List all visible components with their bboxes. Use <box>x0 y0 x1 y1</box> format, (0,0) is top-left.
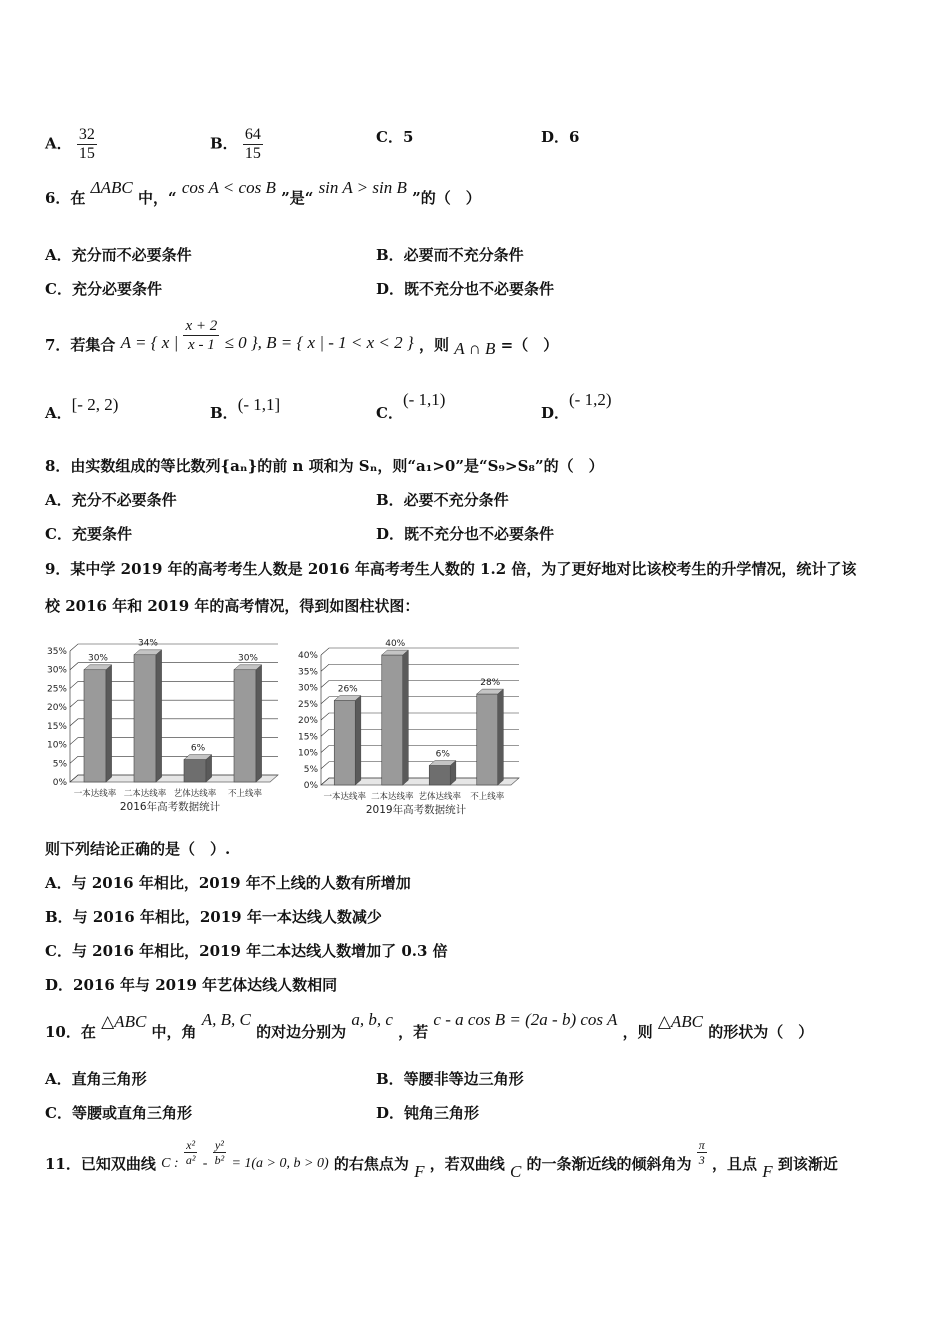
q8-option-b[interactable]: B．必要不充分条件 <box>376 491 509 509</box>
q11-x-fraction: $\frac{\text{x²}}{\text{a²}}$ <box>185 1138 196 1167</box>
y-tick-label: 20% <box>46 703 67 714</box>
q8-stem: 8．由实数组成的等比数列{aₙ}的前 n 项和为 Sₙ，则“a₁>0”是“S₉>S₈”的（ ） <box>45 457 604 475</box>
q7-option-b[interactable]: B．(- 1,1] <box>210 395 281 422</box>
gridline <box>70 644 278 651</box>
bar <box>429 766 450 786</box>
q11-pi-fraction: $\frac{\pi}{3}$ <box>698 1138 705 1167</box>
x-tick-label: 艺体达线率 <box>418 792 462 802</box>
bar <box>234 670 256 782</box>
bar-side <box>106 665 112 782</box>
x-tick-label: 二本达线率 <box>123 789 167 799</box>
q6-stem: 6．在 ΔABC 中，“ cos A < cos B ”是“ sin A > sin B ”的（ ） <box>45 178 481 207</box>
q8-option-c[interactable]: C．充要条件 <box>45 525 132 543</box>
data-label: 34% <box>137 638 159 649</box>
x-tick-label: 不上线率 <box>227 789 263 799</box>
q9-question: 则下列结论正确的是（ ）. <box>45 840 231 858</box>
q7-option-d[interactable]: D．(- 1,2) <box>541 390 612 422</box>
y-tick-label: 5% <box>303 764 318 775</box>
q5-option-c[interactable]: C．5 <box>376 128 414 146</box>
q5-option-b-fraction: $\frac{64}{15}$ <box>244 126 261 162</box>
q6-option-c[interactable]: C．充分必要条件 <box>45 280 162 298</box>
data-label: 6% <box>435 749 450 760</box>
q9-option-c[interactable]: C．与 2016 年相比，2019 年二本达线人数增加了 0.3 倍 <box>45 942 448 960</box>
q6-option-d[interactable]: D．既不充分也不必要条件 <box>376 280 555 298</box>
y-tick-label: 0% <box>303 781 318 791</box>
gridline <box>321 648 519 655</box>
bar-side <box>355 696 361 785</box>
q9-option-b[interactable]: B．与 2016 年相比，2019 年一本达线人数减少 <box>45 908 382 926</box>
y-tick-label: 35% <box>46 647 67 657</box>
q10-option-c[interactable]: C．等腰或直角三角形 <box>45 1104 192 1122</box>
q11-stem: 11．已知双曲线 C : $\frac{\text{x²}}{\text{a²}}$ - $\frac{\text{y²}}{\text{b²}}$ = 1(a > 0, b > 0) 的右焦点为 F ，若双曲线 C 的一条渐近线的倾斜角为 $\frac{\pi}{3}$ ，且点 F 到该渐近 <box>45 1138 838 1181</box>
q5-option-d[interactable]: D．6 <box>541 128 580 146</box>
y-tick-label: 10% <box>46 740 67 751</box>
gridline <box>321 664 519 671</box>
data-label: 26% <box>337 684 358 695</box>
q5-option-a-fraction: $\frac{32}{15}$ <box>78 126 95 162</box>
q9-stem-line1: 9．某中学 2019 年的高考考生人数是 2016 年高考考生人数的 1.2 倍，为了更好地对比该校考生的升学情况，统计了该 <box>45 560 857 578</box>
bar-side <box>256 665 262 782</box>
data-label: 6% <box>190 743 206 754</box>
data-label: 28% <box>480 678 501 688</box>
bar <box>184 760 206 782</box>
q10-option-b[interactable]: B．等腰非等边三角形 <box>376 1070 524 1088</box>
q7-fraction: $\frac{x + 2}{x - 1}$ <box>185 318 218 353</box>
q9-stem-line2: 校 2016 年和 2019 年的高考情况，得到如图柱状图： <box>45 597 420 615</box>
bar <box>84 670 106 782</box>
q9-option-a[interactable]: A．与 2016 年相比，2019 年不上线的人数有所增加 <box>45 874 411 892</box>
bar <box>334 701 355 786</box>
q5-option-a[interactable]: A． $\frac{32}{15}$ <box>45 126 95 162</box>
chart-2019 <box>298 625 523 820</box>
bar <box>477 694 498 785</box>
data-label: 30% <box>237 653 259 664</box>
q5-option-b[interactable]: B． $\frac{64}{15}$ <box>210 126 261 162</box>
data-label: 30% <box>87 653 109 664</box>
q10-stem: 10．在 △ABC 中，角 A, B, C 的对边分别为 a, b, c ，若 c - a cos B = (2a - b) cos A ，则 △ABC 的形状为（ ） <box>45 1010 814 1041</box>
y-tick-label: 0% <box>52 778 67 788</box>
q8-option-a[interactable]: A．充分不必要条件 <box>45 491 177 509</box>
x-tick-label: 艺体达线率 <box>173 789 217 799</box>
bar-side <box>403 650 409 785</box>
y-tick-label: 10% <box>298 748 318 759</box>
y-tick-label: 30% <box>46 665 67 676</box>
q7-option-c[interactable]: C．(- 1,1) <box>376 390 446 422</box>
y-tick-label: 25% <box>298 699 318 710</box>
chart-title: 2016年高考数据统计 <box>119 801 221 813</box>
q6-option-b[interactable]: B．必要而不充分条件 <box>376 246 524 264</box>
bar <box>382 655 403 785</box>
y-tick-label: 35% <box>298 667 318 678</box>
x-tick-label: 一本达线率 <box>323 792 367 802</box>
y-tick-label: 5% <box>52 759 67 770</box>
q8-option-d[interactable]: D．既不充分也不必要条件 <box>376 525 555 543</box>
q7-option-a[interactable]: A．[- 2, 2) <box>45 395 119 422</box>
y-tick-label: 30% <box>298 683 318 694</box>
y-tick-label: 40% <box>298 651 318 661</box>
y-tick-label: 15% <box>46 721 67 732</box>
q7-stem: 7．若集合 A = { x | $\frac{x + 2}{x - 1}$ ≤ 0 }, B = { x | - 1 < x < 2 } ，则 A ∩ B =（ ） <box>45 318 559 358</box>
data-label: 40% <box>385 639 406 649</box>
chart-title: 2019年高考数据统计 <box>365 804 467 816</box>
x-tick-label: 二本达线率 <box>370 792 414 802</box>
q10-option-d[interactable]: D．钝角三角形 <box>376 1104 480 1122</box>
bar-side <box>498 689 504 785</box>
q10-option-a[interactable]: A．直角三角形 <box>45 1070 147 1088</box>
bar <box>134 655 156 782</box>
y-tick-label: 25% <box>46 684 67 695</box>
q11-y-fraction: $\frac{\text{y²}}{\text{b²}}$ <box>214 1138 225 1167</box>
y-tick-label: 15% <box>298 732 318 743</box>
q6-option-a[interactable]: A．充分而不必要条件 <box>45 246 192 264</box>
bar-side <box>156 650 162 782</box>
q9-option-d[interactable]: D．2016 年与 2019 年艺体达线人数相同 <box>45 976 338 994</box>
chart-2016 <box>45 625 285 820</box>
x-tick-label: 一本达线率 <box>73 789 117 799</box>
x-tick-label: 不上线率 <box>470 792 505 802</box>
y-tick-label: 20% <box>298 716 318 726</box>
